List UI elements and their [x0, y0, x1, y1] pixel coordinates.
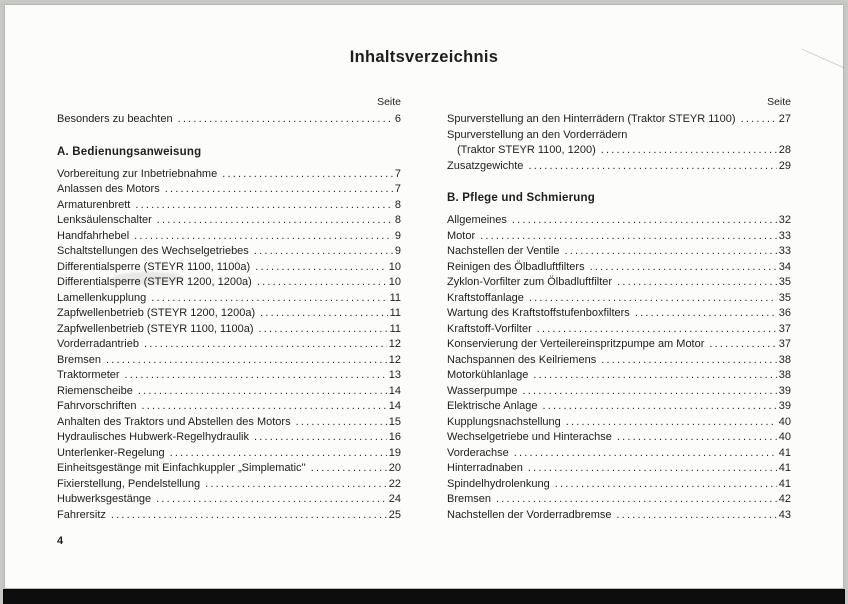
- toc-leader-dots: [555, 477, 777, 493]
- toc-leader-dots: [601, 143, 777, 159]
- toc-entry: [447, 337, 791, 353]
- toc-entry-page-number: 35: [778, 291, 791, 304]
- toc-leader-dots: [255, 260, 387, 276]
- toc-entry: [447, 353, 791, 369]
- toc-leader-dots: [601, 353, 777, 369]
- toc-entry-label: Besonders zu beachten: [57, 113, 173, 125]
- toc-entry-page-number: 8: [394, 214, 401, 226]
- toc-entry-page-number: 34: [778, 260, 791, 273]
- toc-entry-page-number: 20: [388, 462, 401, 474]
- toc-leader-dots: [156, 492, 387, 508]
- toc-entry: [447, 384, 791, 400]
- toc-leader-dots: [170, 446, 387, 462]
- toc-entry: [447, 399, 791, 415]
- toc-left-column: [57, 96, 401, 523]
- toc-entry-label: Hinterradnaben: [447, 462, 523, 474]
- toc-entry: [57, 112, 401, 128]
- page-number: 4: [57, 535, 64, 547]
- toc-entry-page-number: 41: [778, 446, 791, 459]
- toc-leader-dots: [496, 492, 777, 508]
- toc-entry: [57, 167, 401, 183]
- toc-entry-label: Wartung des Kraftstoffstufenboxfilters: [447, 307, 630, 319]
- toc-entry-page-number: 12: [388, 353, 401, 366]
- toc-entry: [57, 461, 401, 477]
- toc-entry-page-number: 27: [778, 113, 791, 125]
- toc-entry-page-number: 8: [394, 198, 401, 211]
- toc-entry-page-number: 22: [388, 477, 401, 490]
- toc-entry-page-number: 39: [778, 400, 791, 412]
- toc-entry: [57, 477, 401, 493]
- toc-leader-dots: [512, 213, 777, 229]
- toc-leader-dots: [311, 461, 387, 477]
- toc-entry: [447, 260, 791, 276]
- toc-entry-label: Kraftstoffanlage: [447, 291, 524, 304]
- toc-entry-label: Lenksäulenschalter: [57, 214, 152, 226]
- toc-entry-label: Armaturenbrett: [57, 198, 131, 211]
- toc-entry-label: Einheitsgestänge mit Einfachkuppler „Simplematic'': [57, 462, 306, 474]
- toc-list-right-pre: [447, 112, 791, 174]
- toc-entry-label: Bremsen: [57, 353, 102, 366]
- toc-entry-label: Spindelhydrolenkung: [447, 477, 550, 490]
- toc-entry-page-number: 13: [388, 369, 401, 381]
- toc-leader-dots: [141, 399, 386, 415]
- toc-entry: [447, 508, 791, 524]
- toc-entry-label: Zyklon-Vorfilter zum Ölbadluftfilter: [447, 276, 613, 288]
- toc-entry-label: Motorkühlanlage: [447, 369, 529, 381]
- toc-entry-page-number: 10: [388, 260, 401, 273]
- toc-entry-page-number: 11: [389, 322, 401, 335]
- toc-leader-dots: [565, 244, 777, 260]
- toc-entry-label: Vorderradantrieb: [57, 338, 139, 350]
- toc-entry-continued-label: Spurverstellung an den Vorderrädern: [447, 128, 628, 141]
- toc-leader-dots: [134, 229, 393, 245]
- toc-entry: [57, 275, 401, 291]
- toc-entry-label: Riemenscheibe: [57, 384, 133, 397]
- toc-entry: [57, 306, 401, 322]
- toc-entry: [447, 415, 791, 431]
- toc-entry: [57, 182, 401, 198]
- toc-list-left-pre: [57, 112, 401, 128]
- toc-entry-label: Allgemeines: [447, 214, 507, 226]
- toc-entry-page-number: 19: [388, 446, 401, 459]
- toc-leader-dots: [165, 182, 393, 198]
- toc-entry-page-number: 39: [778, 384, 791, 397]
- toc-entry-label: Anhalten des Traktors und Abstellen des Motors: [57, 415, 291, 428]
- toc-entry-label: Reinigen des Ölbadluftfilters: [447, 260, 585, 273]
- toc-entry: [447, 430, 791, 446]
- toc-entry: [57, 399, 401, 415]
- toc-entry-label: Motor: [447, 229, 476, 242]
- toc-entry-page-number: 37: [778, 322, 791, 335]
- toc-entry: [57, 260, 401, 276]
- toc-entry: [447, 143, 791, 159]
- toc-entry: [447, 244, 791, 260]
- toc-entry: [57, 322, 401, 338]
- toc-entry-label: Fahrersitz: [57, 508, 106, 521]
- toc-leader-dots: [254, 244, 393, 260]
- toc-entry-page-number: 14: [388, 384, 401, 397]
- toc-entry-page-number: 10: [388, 276, 401, 288]
- toc-entry-page-number: 6: [394, 113, 401, 125]
- toc-entry-page-number: 9: [394, 245, 401, 257]
- toc-entry-label: Zusatzgewichte: [447, 159, 524, 172]
- seite-column-header-right: Seite: [767, 96, 791, 108]
- toc-leader-dots: [590, 260, 777, 276]
- toc-entry-page-number: 33: [778, 245, 791, 257]
- toc-entry-label: Handfahrhebel: [57, 229, 130, 242]
- toc-leader-dots: [258, 322, 387, 338]
- toc-entry: [57, 229, 401, 245]
- toc-entry: [447, 368, 791, 384]
- toc-leader-dots: [533, 368, 776, 384]
- toc-leader-dots: [144, 337, 387, 353]
- toc-entry-page-number: 12: [388, 338, 401, 350]
- toc-entry-page-number: 32: [778, 214, 791, 226]
- toc-leader-dots: [529, 291, 777, 307]
- toc-entry-label: Hydraulisches Hubwerk-Regelhydraulik: [57, 431, 249, 443]
- section-heading-pflege-und-schmierung: B. Pflege und Schmierung: [447, 192, 595, 204]
- toc-leader-dots: [296, 415, 387, 431]
- toc-entry: [447, 229, 791, 245]
- toc-entry: [447, 461, 791, 477]
- seite-column-header-left: Seite: [377, 96, 401, 108]
- toc-entry: [447, 159, 791, 175]
- toc-entry-page-number: 38: [778, 353, 791, 366]
- toc-leader-dots: [635, 306, 777, 322]
- toc-entry: [447, 322, 791, 338]
- toc-leader-dots: [125, 368, 387, 384]
- toc-entry-page-number: 11: [389, 291, 401, 304]
- toc-entry-page-number: 14: [388, 400, 401, 412]
- toc-entry-page-number: 37: [778, 338, 791, 350]
- toc-leader-dots: [135, 198, 393, 214]
- toc-entry-page-number: 43: [778, 508, 791, 521]
- toc-leader-dots: [106, 353, 387, 369]
- toc-leader-dots: [205, 477, 387, 493]
- toc-entry-label: Differentialsperre (STEYR 1200, 1200a): [57, 276, 252, 288]
- toc-entry: [57, 384, 401, 400]
- toc-entry-label: Nachstellen der Vorderradbremse: [447, 508, 612, 521]
- toc-entry: [57, 198, 401, 214]
- toc-entry-page-number: 11: [389, 307, 401, 319]
- toc-entry: [57, 492, 401, 508]
- toc-leader-dots: [528, 159, 776, 175]
- toc-leader-dots: [523, 384, 777, 400]
- toc-entry: [447, 477, 791, 493]
- toc-entry: [57, 213, 401, 229]
- toc-entry-label: Elektrische Anlage: [447, 400, 538, 412]
- toc-list-left: [57, 167, 401, 524]
- toc-entry-page-number: 33: [778, 229, 791, 242]
- toc-entry-page-number: 36: [778, 307, 791, 319]
- toc-entry-label: Vorderachse: [447, 446, 509, 459]
- toc-leader-dots: [254, 430, 387, 446]
- toc-entry-label: Fahrvorschriften: [57, 400, 137, 412]
- toc-entry-label: Bremsen: [447, 493, 492, 505]
- toc-entry: [447, 306, 791, 322]
- toc-leader-dots: [178, 112, 393, 128]
- toc-leader-dots: [617, 430, 777, 446]
- toc-entry: [57, 368, 401, 384]
- toc-entry-label: Wasserpumpe: [447, 384, 518, 397]
- toc-leader-dots: [543, 399, 777, 415]
- toc-leader-dots: [111, 508, 387, 524]
- toc-entry: [57, 430, 401, 446]
- toc-entry: [447, 112, 791, 128]
- toc-entry-page-number: 29: [778, 159, 791, 172]
- toc-entry-page-number: 24: [388, 493, 401, 505]
- toc-entry: [447, 213, 791, 229]
- toc-entry: [447, 446, 791, 462]
- toc-entry-label: Spurverstellung an den Hinterrädern (Traktor STEYR 1100): [447, 113, 736, 125]
- toc-entry-label: Differentialsperre (STEYR 1100, 1100a): [57, 260, 251, 273]
- toc-entry-label: Anlassen des Motors: [57, 183, 160, 195]
- toc-entry-label: Schaltstellungen des Wechselgetriebes: [57, 245, 249, 257]
- toc-entry-label: Kupplungsnachstellung: [447, 415, 561, 428]
- toc-leader-dots: [537, 322, 777, 338]
- toc-entry-label: Zapfwellenbetrieb (STEYR 1200, 1200a): [57, 307, 256, 319]
- toc-leader-dots: [709, 337, 776, 353]
- toc-leader-dots: [514, 446, 777, 462]
- scan-bottom-edge: [3, 589, 845, 604]
- section-heading-bedienungsanweisung: A. Bedienungsanweisung: [57, 145, 202, 158]
- toc-leader-dots: [222, 167, 393, 183]
- toc-entry: [57, 415, 401, 431]
- toc-leader-dots: [138, 384, 387, 400]
- toc-leader-dots: [260, 306, 387, 322]
- toc-entry-page-number: 7: [394, 167, 401, 180]
- toc-entry: [447, 291, 791, 307]
- toc-entry-label: Hubwerksgestänge: [57, 493, 152, 505]
- toc-entry-page-number: 40: [778, 415, 791, 428]
- toc-leader-dots: [528, 461, 777, 477]
- toc-entry-label: Traktormeter: [57, 369, 120, 381]
- toc-entry-label: Wechselgetriebe und Hinterachse: [447, 431, 612, 443]
- toc-entry-label: Zapfwellenbetrieb (STEYR 1100, 1100a): [57, 322, 254, 335]
- toc-entry: [57, 446, 401, 462]
- toc-entry-label: Lamellenkupplung: [57, 291, 147, 304]
- toc-entry: [447, 492, 791, 508]
- toc-entry-page-number: 28: [778, 144, 791, 156]
- toc-entry-page-number: 41: [778, 462, 791, 474]
- toc-leader-dots: [151, 291, 387, 307]
- toc-leader-dots: [616, 508, 776, 524]
- toc-entry: [57, 353, 401, 369]
- toc-leader-dots: [617, 275, 777, 291]
- toc-entry-label: Konservierung der Verteilereinspritzpumpe am Motor: [447, 338, 705, 350]
- toc-right-column: [447, 96, 791, 523]
- toc-entry-page-number: 16: [388, 431, 401, 443]
- toc-leader-dots: [480, 229, 777, 245]
- toc-leader-dots: [741, 112, 777, 128]
- toc-entry-label: (Traktor STEYR 1100, 1200): [457, 144, 596, 156]
- toc-entry-page-number: 7: [394, 183, 401, 195]
- toc-entry-page-number: 38: [778, 369, 791, 381]
- toc-entry-label: Vorbereitung zur Inbetriebnahme: [57, 167, 218, 180]
- page-title: Inhaltsverzeichnis: [349, 48, 499, 66]
- toc-leader-dots: [566, 415, 777, 431]
- toc-entry-page-number: 25: [388, 508, 401, 521]
- toc-entry-page-number: 35: [778, 276, 791, 288]
- toc-entry-page-number: 9: [394, 229, 401, 242]
- toc-entry-page-number: 40: [778, 431, 791, 443]
- toc-entry-label: Kraftstoff-Vorfilter: [447, 322, 532, 335]
- toc-list-right: [447, 213, 791, 523]
- toc-entry-page-number: 15: [388, 415, 401, 428]
- toc-entry: [447, 275, 791, 291]
- toc-leader-dots: [257, 275, 387, 291]
- toc-entry: [57, 337, 401, 353]
- toc-entry-page-number: 41: [778, 477, 791, 490]
- toc-entry-label: Unterlenker-Regelung: [57, 446, 165, 459]
- toc-entry-label: Nachstellen der Ventile: [447, 245, 560, 257]
- toc-entry: [57, 244, 401, 260]
- toc-entry-label: Fixierstellung, Pendelstellung: [57, 477, 201, 490]
- toc-entry: [57, 508, 401, 524]
- toc-entry-label: Nachspannen des Keilriemens: [447, 353, 597, 366]
- toc-entry-page-number: 42: [778, 493, 791, 505]
- toc-entry: [57, 291, 401, 307]
- toc-leader-dots: [157, 213, 393, 229]
